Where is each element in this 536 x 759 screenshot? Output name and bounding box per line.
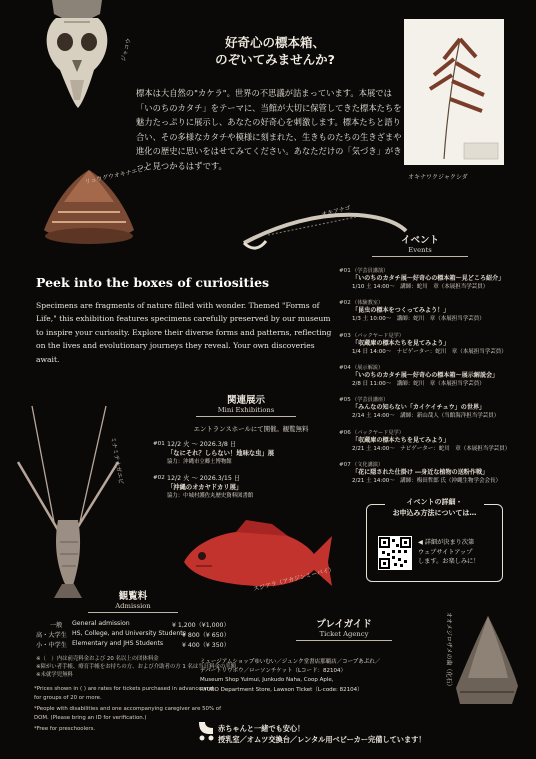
ticket-agency-line-1: ミュージアムショップゆいむい／ジュンク堂書店那覇店／コープあぷれ／ xyxy=(200,659,381,665)
baby-notice xyxy=(218,723,518,745)
admission-en-note: *Free for preschoolers. xyxy=(34,726,96,732)
event-info-box-line-1: ◀ 詳細が決まり次第 xyxy=(418,539,475,546)
mini-exhibition-date: 12/2 火 ～ 2026.3/15 日 xyxy=(167,475,241,482)
event-item xyxy=(339,364,529,389)
event-info-box-line-3: します。お楽しみに！ xyxy=(418,558,480,565)
admission-row xyxy=(36,630,230,640)
skull-label: ジャコウ xyxy=(119,37,133,63)
ticket-agency-line-2: デパートリウボウ／ローソンチケット（Lコード：82104） xyxy=(200,668,347,675)
event-meta: 2/21 土 14:00～ ナビゲーター：蛇川 章（本展担当学芸員） xyxy=(352,446,511,453)
event-meta: 1/4 日 14:00～ ナビゲーター：蛇川 章（本展担当学芸員） xyxy=(352,349,507,356)
intro-title-line-2: のぞいてみませんか? xyxy=(215,52,335,67)
ticket-agency-heading-jp: プレイガイド xyxy=(316,619,372,630)
shark-tooth-specimen-image xyxy=(452,612,522,712)
event-meta: 1/3 土 10:00～ 講師：蛇川 章（本展担当学芸員） xyxy=(352,316,485,323)
event-title: 「昆虫の標本をつくってみよう！」 xyxy=(352,307,450,315)
event-meta: 1/10 土 14:00～ 講師：蛇川 章（本展担当学芸員） xyxy=(352,284,489,291)
event-info-box-title-line-2: お申込み方法については… xyxy=(389,508,481,519)
skull-specimen-image xyxy=(34,0,120,110)
event-category: （学芸員講座） xyxy=(352,397,389,403)
event-title: 「収蔵庫の標本たちを見てみよう」 xyxy=(352,437,450,445)
event-number: #03 xyxy=(339,333,351,339)
event-category: （体験教室） xyxy=(352,300,384,306)
mini-exhibition-date: 12/2 火 ～ 2026.3/8 日 xyxy=(167,441,237,448)
mini-exhibitions-heading-en: Mini Exhibitions xyxy=(196,406,296,417)
admission-row xyxy=(36,620,230,630)
admission-heading-en: Admission xyxy=(88,602,178,613)
intro-title xyxy=(205,34,345,68)
admission-en-note: for groups of 20 or more. xyxy=(34,695,102,701)
admission-heading xyxy=(88,588,178,613)
fern-icon xyxy=(404,19,504,165)
event-title: 「花に隠された仕掛け ―身近な植物の送粉作戦」 xyxy=(352,469,489,477)
event-meta: 2/8 日 11:00～ 講師：蛇川 章（本展担当学芸員） xyxy=(352,381,485,388)
event-category: （文化講演） xyxy=(352,462,384,468)
event-title: 「収蔵庫の標本たちを見てみよう」 xyxy=(352,340,450,348)
event-number: #06 xyxy=(339,430,351,436)
ticket-agency-line-4: RYUBO Department Store, Lawson Ticket（L-code: 82104） xyxy=(200,686,363,693)
red-grouper-specimen-image xyxy=(176,520,334,592)
event-meta: 2/21 土 14:00～ 講師：梅田哲郎 氏（沖縄生物学会会長） xyxy=(352,478,501,485)
mini-exhibitions-intro: エントランスホールにて開催。観覧無料 xyxy=(193,425,309,433)
event-title: 「いのちのカタチ展～好奇心の標本箱～見どころ紹介」 xyxy=(352,275,505,283)
event-number: #04 xyxy=(339,365,351,371)
mini-exhibition-item xyxy=(153,474,343,501)
admission-en-note: DOM. (Please bring an ID for verification.) xyxy=(34,715,147,721)
events-heading-jp: イベント xyxy=(400,235,439,246)
event-item xyxy=(339,332,529,357)
plant-herbarium-sheet xyxy=(404,19,504,165)
event-info-box-text xyxy=(418,538,498,567)
admission-jp-note: ※（ ）内は前売料金および 20 名以上の団体料金 xyxy=(36,656,159,662)
mini-exhibition-partner: 協力：中城村護佐丸歴史資料図書館 xyxy=(167,493,254,499)
intro-title-line-1: 好奇心の標本箱、 xyxy=(224,35,325,50)
event-category: （バックヤード見学） xyxy=(352,430,404,436)
qr-code-icon xyxy=(378,536,412,570)
admission-jp-note: ※障がい者手帳、療育手帳をお持ちの方、および介助者の方 1 名は当日料金の半額 xyxy=(36,664,237,670)
admission-en-note: *Prices shown in ( ) are rates for tickets purchased in advance and xyxy=(34,686,214,692)
event-meta: 2/14 土 14:00～ 講師：新山哉人（当館海洋担当学芸員） xyxy=(352,413,500,420)
event-item xyxy=(339,299,529,324)
ticket-agency-heading xyxy=(296,616,392,641)
admission-jp-note: ※未就学児無料 xyxy=(36,672,73,678)
event-category: （バックヤード見学） xyxy=(352,333,404,339)
event-title: 「いのちのカタチ展～好奇心の標本箱～展示解説会」 xyxy=(352,372,499,380)
event-title: 「みんなの知らない「カイケイチュウ」の世界」 xyxy=(352,404,486,412)
shark-tooth-label: オオメジロザメの歯（化石） xyxy=(445,612,452,690)
event-category: （展示解説） xyxy=(352,365,384,371)
red-grouper-label: スジアラ（アカジンミーバイ） xyxy=(252,565,336,593)
mini-exhibitions-heading xyxy=(196,392,296,417)
events-heading-en: Events xyxy=(372,246,468,257)
mini-exhibition-partner: 協力：沖縄市立郷土博物館 xyxy=(167,459,232,465)
baby-stroller-icon xyxy=(196,720,216,742)
admission-price: ¥ 1,200（¥1,000） xyxy=(172,622,230,629)
events-heading xyxy=(372,232,468,257)
admission-price: ¥ 400（¥ 350） xyxy=(182,642,230,649)
event-item xyxy=(339,461,529,486)
admission-heading-jp: 観覧料 xyxy=(118,591,148,602)
shrimp-label: ミナミテナガエビ xyxy=(109,436,125,485)
ticket-agency-heading-en: Ticket Agency xyxy=(296,630,392,641)
plant-label: オキナワクジャクシダ xyxy=(408,174,468,181)
event-number: #02 xyxy=(339,300,351,306)
event-info-box-title-line-1: イベントの詳細・ xyxy=(403,497,467,508)
mini-exhibitions-heading-jp: 関連展示 xyxy=(226,395,265,406)
baby-notice-line-1: 赤ちゃんと一緒でも安心！ xyxy=(218,724,305,733)
event-info-box-title xyxy=(367,497,502,519)
admission-en-label: Elementary and JHS Students xyxy=(72,640,164,647)
admission-price: ¥ 800（¥ 650） xyxy=(182,632,230,639)
qr-code[interactable] xyxy=(378,536,412,570)
event-item xyxy=(339,267,529,292)
event-item xyxy=(339,429,529,454)
intro-body-text: 標本は大自然の"カケラ"。世界の不思議が詰まっています。本展では「いのちのカタチ」をテーマに、当館が大切に保管してきた標本たちを魅力たっぷりに展示し、あなたの好奇心を刺激します。標本たちと語り合い、その多様なカタチや模様に刻まれた、生きものたちの生きざまや進化の歴史に思いをはせてみてください。あなただけの「気づき」がきっと見つかるはずです。 xyxy=(136,88,402,171)
admission-row xyxy=(36,640,230,650)
shell-label: リュウグウオキナエビス xyxy=(84,165,150,186)
snake-eel-label: オキアナゴ xyxy=(320,204,352,219)
event-info-box xyxy=(366,498,503,582)
english-body-text: Specimens are fragments of nature filled with wonder. Themed "Forms of Life," this exhibition features specimens carefully preserved by our museum to inspire your curiosity. Explore their diverse forms and patterns, reflecting on the lives and evolutionary journeys they reveal. Your own discoveries await. xyxy=(36,301,332,364)
admission-en-label: HS, College, and University Students xyxy=(72,630,186,637)
mini-exhibition-title: 「なにそれ？しらない！地味な虫」展 xyxy=(167,450,275,457)
mini-exhibition-item xyxy=(153,440,343,467)
admission-jp-label: 小・中学生 xyxy=(36,642,67,649)
event-item xyxy=(339,396,529,421)
event-number: #01 xyxy=(339,268,351,274)
admission-jp-label: 一般 xyxy=(50,622,63,629)
mini-exhibition-number: #02 xyxy=(153,475,165,481)
admission-en-label: General admission xyxy=(72,620,130,627)
mini-exhibition-number: #01 xyxy=(153,441,165,447)
event-number: #05 xyxy=(339,397,351,403)
ticket-agency-list xyxy=(200,658,440,695)
event-number: #07 xyxy=(339,462,351,468)
baby-notice-line-2: 授乳室／オムツ交換台／レンタル用ベビーカー完備しています！ xyxy=(218,735,426,744)
mini-exhibition-title: 「沖縄のオカヤドカリ展」 xyxy=(167,484,243,491)
event-category: （学芸員講演） xyxy=(352,268,389,274)
event-info-box-line-2: ウェブサイトアップ xyxy=(418,548,473,556)
ticket-agency-line-3: Museum Shop Yuimui, Junkudo Naha, Coop Aple, xyxy=(200,677,334,684)
english-title: Peek into the boxes of curiosities xyxy=(36,275,270,290)
shrimp-specimen-image xyxy=(14,402,124,602)
admission-jp-label: 高・大学生 xyxy=(36,632,67,639)
admission-en-note: *People with disabilities and one accompanying caregiver are 50% of xyxy=(34,706,221,712)
